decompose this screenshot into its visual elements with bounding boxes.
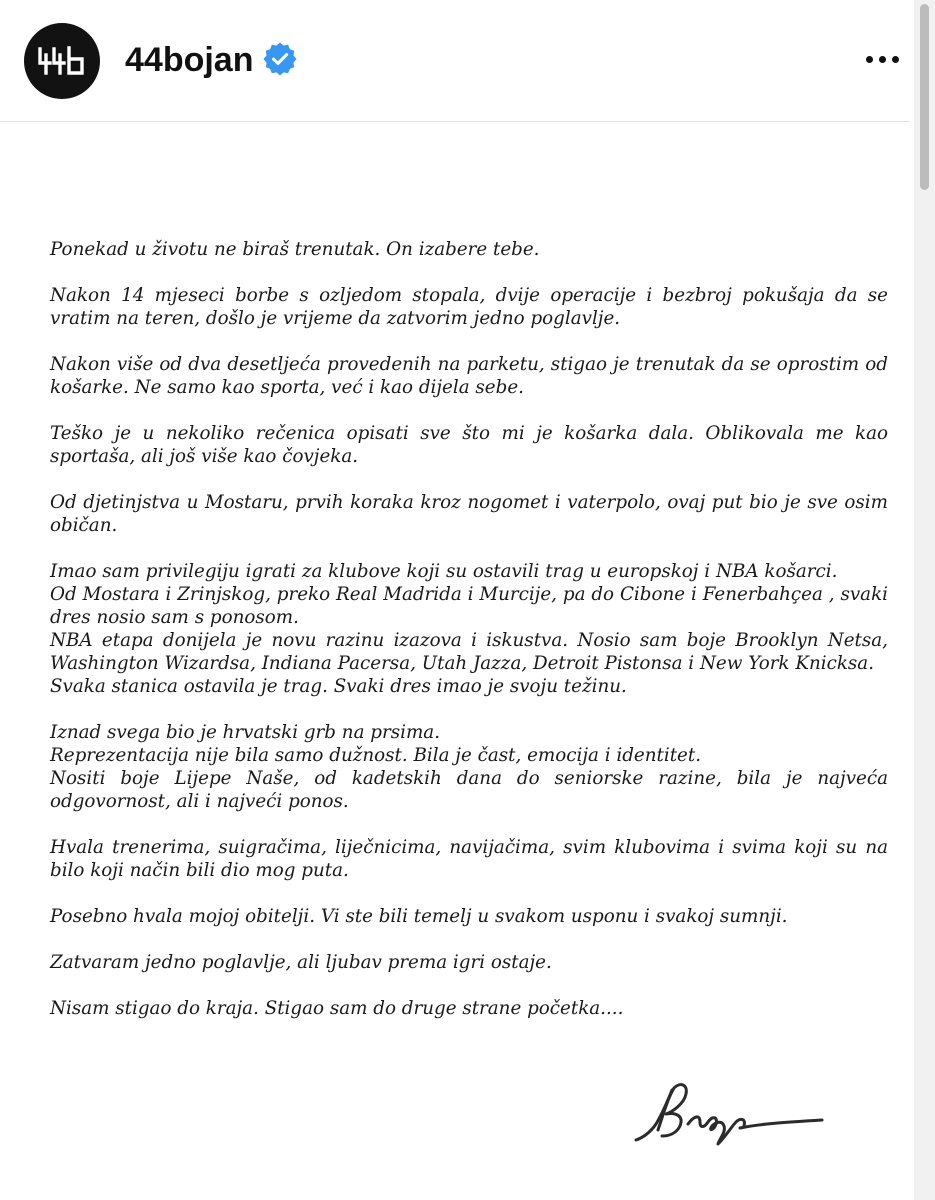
scrollbar-thumb[interactable] <box>920 4 929 190</box>
brand-logo-icon <box>37 45 87 77</box>
letter-paragraph: Teško je u nekoliko rečenica opisati sve što mi je košarka dala. Oblikovala me kao sportaša, ali još više kao čovjeka. <box>50 423 888 467</box>
post-header <box>0 0 910 122</box>
letter-paragraph: Ponekad u životu ne biraš trenutak. On izabere tebe. <box>50 239 540 260</box>
letter-paragraph: Hvala trenerima, suigračima, liječnicima, navijačima, svim klubovima i svima koji su na bilo koji način bili dio mog puta. <box>50 837 888 881</box>
letter-paragraph: Od djetinjstva u Mostaru, prvih koraka kroz nogomet i vaterpolo, ovaj put bio je sve osim običan. <box>50 492 888 536</box>
retirement-letter <box>50 238 888 1043</box>
letter-paragraph: Posebno hvala mojoj obitelji. Vi ste bili temelj u svakom usponu i svakoj sumnji. <box>50 906 788 927</box>
letter-paragraph: Iznad svega bio je hrvatski grb na prsima. Reprezentacija nije bila samo dužnost. Bila je čast, emocija i identitet. Nositi boje Lijepe Naše, od kadetskih dana do seniorske razine, bila je najveća odgovornost, ali i najveći ponos. <box>50 722 888 812</box>
letter-paragraph: Nisam stigao do kraja. Stigao sam do druge strane početka.... <box>50 998 624 1019</box>
more-horizontal-icon <box>866 56 873 63</box>
more-options-button[interactable] <box>858 44 906 74</box>
verified-badge-icon <box>263 42 297 76</box>
username[interactable]: 44bojan <box>125 41 254 79</box>
avatar[interactable] <box>24 23 100 99</box>
letter-paragraph: Imao sam privilegiju igrati za klubove koji su ostavili trag u europskoj i NBA košarci. Od Mostara i Zrinjskog, preko Real Madrida i Murcije, pa do Cibone i Fenerbahçea , svaki dres nosio sam s ponosom. NBA etapa donijela je novu razinu izazova i iskustva. Nosio sam boje Brooklyn Netsa, Washington Wizardsa, Indiana Pacersa, Utah Jazza, Detroit Pistonsa i New York Knicksa. Svaka stanica ostavila je trag. Svaki dres imao je svoju težinu. <box>50 561 888 697</box>
letter-paragraph: Zatvaram jedno poglavlje, ali ljubav prema igri ostaje. <box>50 952 552 973</box>
letter-paragraph: Nakon 14 mjeseci borbe s ozljedom stopala, dvije operacije i bezbroj pokušaja da se vratim na teren, došlo je vrijeme da zatvorim jedno poglavlje. <box>50 285 888 329</box>
letter-paragraph: Nakon više od dva desetljeća provedenih na parketu, stigao je trenutak da se oprostim od košarke. Ne samo kao sporta, već i kao dijela sebe. <box>50 354 888 398</box>
scrollbar[interactable] <box>914 0 935 1200</box>
handwritten-signature <box>628 1078 828 1150</box>
